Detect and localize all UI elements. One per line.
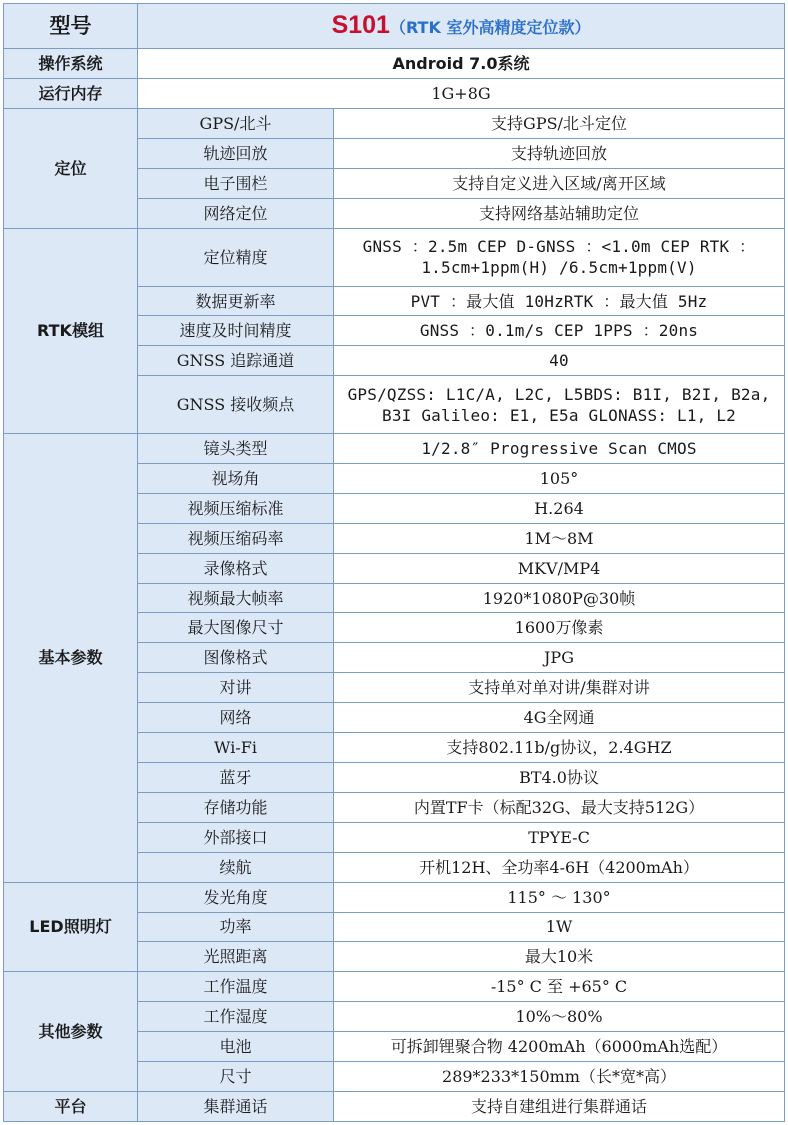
spec-label: 定位精度 <box>138 228 334 286</box>
spec-value: 10%～80% <box>334 1002 785 1032</box>
spec-label: 光照距离 <box>138 942 334 972</box>
spec-value: 1M～8M <box>334 523 785 553</box>
spec-value: 40 <box>334 346 785 376</box>
spec-label: 电子围栏 <box>138 169 334 199</box>
spec-value: BT4.0协议 <box>334 763 785 793</box>
spec-label: 数据更新率 <box>138 286 334 316</box>
spec-label: 镜头类型 <box>138 434 334 464</box>
spec-label: 工作湿度 <box>138 1002 334 1032</box>
spec-value: 支持802.11b/g协议，2.4GHZ <box>334 733 785 763</box>
spec-value: 1920*1080P@30帧 <box>334 583 785 613</box>
spec-value: GPS/QZSS: L1C/A, L2C, L5BDS: B1I, B2I, B2a, B3I Galileo: E1, E5a GLONASS: L1, L2 <box>334 376 785 434</box>
os-row <box>4 49 785 79</box>
spec-table <box>3 3 785 1122</box>
spec-value: 1600万像素 <box>334 613 785 643</box>
spec-value: 115° ～ 130° <box>334 882 785 912</box>
spec-label: 视频压缩码率 <box>138 523 334 553</box>
category-positioning: 定位 <box>4 109 138 229</box>
spec-row <box>4 228 785 286</box>
category-rtk: RTK模组 <box>4 228 138 433</box>
spec-value: JPG <box>334 643 785 673</box>
os-label: 操作系统 <box>4 49 138 79</box>
spec-row <box>4 882 785 912</box>
spec-value: 支持自建组进行集群通话 <box>334 1091 785 1121</box>
spec-label: 视频最大帧率 <box>138 583 334 613</box>
os-value: Android 7.0系统 <box>138 49 785 79</box>
spec-value: 支持网络基站辅助定位 <box>334 198 785 228</box>
spec-label: 存储功能 <box>138 792 334 822</box>
spec-value: GNSS ：2.5m CEP D-GNSS ：<1.0m CEP RTK ：1.5cm+1ppm(H) /6.5cm+1ppm(V) <box>334 228 785 286</box>
memory-value: 1G+8G <box>138 79 785 109</box>
spec-label: 外部接口 <box>138 822 334 852</box>
spec-label: 录像格式 <box>138 553 334 583</box>
category-led: LED照明灯 <box>4 882 138 972</box>
model-name: S101 <box>331 10 390 39</box>
spec-label: 轨迹回放 <box>138 139 334 169</box>
spec-label: 速度及时间精度 <box>138 316 334 346</box>
spec-label: 最大图像尺寸 <box>138 613 334 643</box>
model-title <box>138 4 785 49</box>
spec-value: -15° C 至 +65° C <box>334 972 785 1002</box>
spec-label: 电池 <box>138 1032 334 1062</box>
spec-value: 1W <box>334 912 785 942</box>
spec-label: 工作温度 <box>138 972 334 1002</box>
spec-value: 支持单对单对讲/集群对讲 <box>334 673 785 703</box>
model-subtitle: （RTK 室外高精度定位款） <box>389 17 591 37</box>
spec-value: 1/2.8″ Progressive Scan CMOS <box>334 434 785 464</box>
spec-value: 289*233*150mm（长*宽*高） <box>334 1062 785 1092</box>
spec-label: 网络定位 <box>138 198 334 228</box>
spec-value: TPYE-C <box>334 822 785 852</box>
spec-label: 发光角度 <box>138 882 334 912</box>
header-row <box>4 4 785 49</box>
spec-value: GNSS ：0.1m/s CEP 1PPS ：20ns <box>334 316 785 346</box>
model-label: 型号 <box>4 4 138 49</box>
category-basic: 基本参数 <box>4 434 138 883</box>
spec-label: 网络 <box>138 703 334 733</box>
spec-row <box>4 434 785 464</box>
spec-label: 视场角 <box>138 463 334 493</box>
spec-row <box>4 972 785 1002</box>
spec-value: 支持自定义进入区域/离开区域 <box>334 169 785 199</box>
spec-value: 可拆卸锂聚合物 4200mAh（6000mAh选配） <box>334 1032 785 1062</box>
spec-label: 续航 <box>138 852 334 882</box>
spec-label: Wi-Fi <box>138 733 334 763</box>
spec-value: MKV/MP4 <box>334 553 785 583</box>
spec-value: 支持GPS/北斗定位 <box>334 109 785 139</box>
spec-label: GNSS 追踪通道 <box>138 346 334 376</box>
spec-value: H.264 <box>334 493 785 523</box>
spec-label: 对讲 <box>138 673 334 703</box>
memory-label: 运行内存 <box>4 79 138 109</box>
spec-label: 视频压缩标准 <box>138 493 334 523</box>
spec-label: 功率 <box>138 912 334 942</box>
spec-value: 4G全网通 <box>334 703 785 733</box>
category-platform: 平台 <box>4 1091 138 1121</box>
spec-label: GPS/北斗 <box>138 109 334 139</box>
spec-value: PVT ：最大值 10HzRTK ：最大值 5Hz <box>334 286 785 316</box>
spec-row <box>4 109 785 139</box>
spec-label: 集群通话 <box>138 1091 334 1121</box>
spec-label: 蓝牙 <box>138 763 334 793</box>
spec-value: 105° <box>334 463 785 493</box>
platform-row <box>4 1091 785 1121</box>
memory-row <box>4 79 785 109</box>
spec-value: 最大10米 <box>334 942 785 972</box>
spec-value: 内置TF卡（标配32G、最大支持512G） <box>334 792 785 822</box>
category-other: 其他参数 <box>4 972 138 1092</box>
spec-label: 尺寸 <box>138 1062 334 1092</box>
spec-label: 图像格式 <box>138 643 334 673</box>
spec-label: GNSS 接收频点 <box>138 376 334 434</box>
spec-value: 支持轨迹回放 <box>334 139 785 169</box>
spec-value: 开机12H、全功率4-6H（4200mAh） <box>334 852 785 882</box>
